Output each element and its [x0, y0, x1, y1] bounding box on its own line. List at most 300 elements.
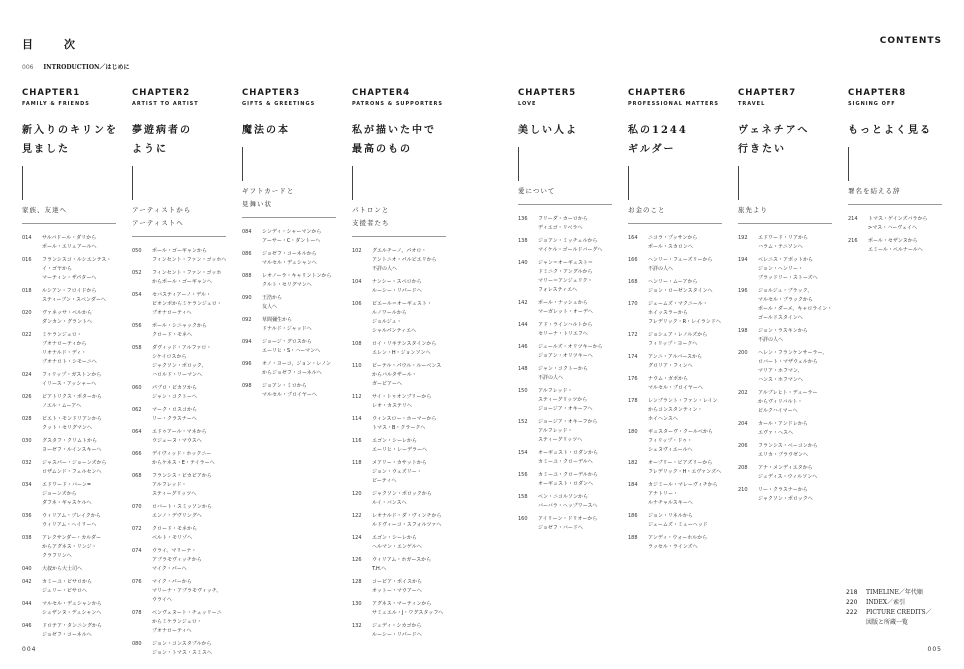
- chapter-theme: FAMILY & FRIENDS: [22, 101, 90, 107]
- folio-left: 004: [22, 646, 37, 653]
- letter-entry[interactable]: [22, 287, 126, 305]
- chapter-rule: [352, 236, 446, 237]
- letter-entry[interactable]: [518, 299, 622, 317]
- letter-entry[interactable]: [132, 269, 236, 287]
- page-number: 176: [628, 376, 638, 382]
- letter-title: ロバート・スミッソンから エンノ・デヴリングへ: [152, 504, 212, 519]
- page-number: 196: [738, 288, 748, 294]
- page-number: 028: [22, 416, 32, 422]
- page-number: 094: [242, 339, 252, 345]
- letter-entry[interactable]: [132, 322, 236, 340]
- chapter-number: CHAPTER3: [242, 88, 301, 98]
- letter-entry[interactable]: [518, 237, 622, 255]
- chapter-number: CHAPTER8: [848, 88, 907, 98]
- letter-title: ロイ・リキテンスタインから エレン・H・ジョンソンへ: [372, 341, 437, 356]
- page-number: 222: [846, 609, 858, 616]
- letter-entry[interactable]: [132, 578, 236, 605]
- letter-title: カジミール・マレーヴィチから アナトリー・ ルナチャルスキーへ: [648, 482, 718, 506]
- letter-entry[interactable]: [132, 291, 236, 318]
- letter-title: フィリップ・ガストンから イリース・アッシャーへ: [42, 372, 102, 387]
- chapter-theme: PROFESSIONAL MATTERS: [628, 101, 719, 107]
- letter-title: ポール・ゴーギャンから フィンセント・ファン・ゴッホへ: [152, 248, 227, 263]
- letter-title: オノ・ヨーコ、ジョン・レノン からジョゼフ・コーネルへ: [262, 361, 332, 376]
- page-number: 056: [132, 323, 142, 329]
- page-number: 032: [22, 460, 32, 466]
- chapter-column: [628, 88, 732, 556]
- letter-entry[interactable]: [628, 397, 732, 424]
- letter-entry[interactable]: [518, 449, 622, 467]
- letter-title: エゴン・シーレから ヘルマン・エンゲルへ: [372, 535, 422, 550]
- page-number: 110: [352, 363, 362, 369]
- chapter-theme: PATRONS & SUPPORTERS: [352, 101, 443, 107]
- letter-entry[interactable]: [738, 389, 842, 416]
- letter-entry[interactable]: [22, 600, 126, 618]
- page-number: 188: [628, 535, 638, 541]
- letter-title: アナ・メンディエタから ジュディス・ウィルソンへ: [758, 465, 818, 480]
- letter-title: カミーユ・ピサロから ジュリー・ピサロへ: [42, 579, 93, 594]
- intro-label: INTRODUCTION／はじめに: [43, 64, 130, 71]
- page-number: 168: [628, 279, 638, 285]
- page-number: 086: [242, 251, 252, 257]
- letter-title: ベン・ニコルソンから バーバラ・ヘップワースへ: [538, 494, 598, 509]
- page-number: 130: [352, 601, 362, 607]
- page-number: 058: [132, 345, 142, 351]
- chapter-subtitle: 愛について: [518, 187, 556, 195]
- page-number: 138: [518, 238, 528, 244]
- letter-entry[interactable]: [628, 512, 732, 530]
- letter-title: ジャスパー・ジョーンズから ロザムンド・フェルセンへ: [42, 460, 107, 475]
- page-number: 156: [518, 472, 528, 478]
- letter-entry[interactable]: [132, 450, 236, 468]
- letter-entry[interactable]: [352, 393, 456, 411]
- letter-title: ジョルジュ・ブラック、 マルセル・ブラックから ポール・ダーメ、キャロライン・ ゴールドスタインへ: [758, 288, 833, 321]
- letter-title: ジャン＝オーギュスト＝ ドミニク・アングルから マリー＝アンジェリク・ フォレスティエへ: [538, 260, 593, 293]
- letter-entry[interactable]: [22, 393, 126, 411]
- letter-title: トマス・ゲインズバラから >マス・ハーヴェイへ: [868, 216, 928, 231]
- letter-entry[interactable]: [132, 344, 236, 380]
- letter-title: ジョアン・ミッチェルから マイケル・ゴールドバーグへ: [538, 238, 603, 253]
- letter-entry[interactable]: [518, 365, 622, 383]
- chapter-subtitle: パトロンと 支援者たち: [352, 206, 390, 227]
- letter-entry[interactable]: [352, 490, 456, 508]
- page-number: 114: [352, 416, 362, 422]
- letter-title: セバスティアーノ・デル・ ピオンボからミケランジェロ・ ブオナローティへ: [152, 292, 222, 316]
- letter-title: レオノーラ・キャリントンから クルト・セリグマンへ: [262, 273, 332, 288]
- page-number: 158: [518, 494, 528, 500]
- letter-title: ピエト・モンドリアンから クット・セリグマンへ: [42, 416, 102, 431]
- page-number: 216: [848, 238, 858, 244]
- letter-title: フランシス・ベーコンから エリカ・ブラウゼンへ: [758, 443, 818, 458]
- page-number: 030: [22, 438, 32, 444]
- letter-entry[interactable]: [628, 375, 732, 393]
- page-number: 172: [628, 332, 638, 338]
- page-number: 018: [22, 288, 32, 294]
- letter-entry[interactable]: [22, 331, 126, 367]
- letter-entry[interactable]: [132, 472, 236, 499]
- letter-title: ダヴィッド・アルファロ・ シケイロスから ジャクソン・ポロック、 ハロルド・リーマンへ: [152, 345, 212, 378]
- page-number: 146: [518, 344, 528, 350]
- letter-entry[interactable]: [352, 247, 456, 274]
- letter-entry[interactable]: [738, 234, 842, 252]
- page-number: 014: [22, 235, 32, 241]
- letter-title: ギュスターヴ・クールベから フィリップ・ドゥ・ シェヌヴィエールへ: [648, 429, 713, 453]
- letter-title: フィンセント・ファン・ゴッホ からポール・ゴーギャンへ: [152, 270, 222, 285]
- page-number: 182: [628, 460, 638, 466]
- page-number: 124: [352, 535, 362, 541]
- letter-title: ベレニス・アボットから ジョン・ヘンリー・ ブラッドリー・ストーズへ: [758, 257, 818, 281]
- letter-entry[interactable]: [628, 459, 732, 477]
- page-title: 目 次: [22, 38, 85, 51]
- page-number: 126: [352, 557, 362, 563]
- letter-title: ポール・セザンヌから エミール・ベルナールへ: [868, 238, 923, 253]
- page-number: 036: [22, 513, 32, 519]
- chapter-subtitle: 旅先より: [738, 206, 768, 214]
- letter-title: クロード・モネから ベルト・モリゾへ: [152, 526, 198, 541]
- letter-title: サイ・トゥオンブリーから レオ・カステリへ: [372, 394, 432, 409]
- page-number: 106: [352, 301, 362, 307]
- letter-entry[interactable]: [738, 442, 842, 460]
- letter-entry[interactable]: [132, 428, 236, 446]
- page-number: 062: [132, 407, 142, 413]
- letter-title: エドゥアール・マネから ウジェーヌ・マウスへ: [152, 429, 207, 444]
- letter-title: グスタフ・クリムトから ヨーゼフ・ルインスキーへ: [42, 438, 102, 453]
- chapter-number: CHAPTER1: [22, 88, 81, 98]
- letter-entry[interactable]: [22, 578, 126, 596]
- letter-title: レオナルド・ダ・ヴィンチから ルドヴィーコ・スフォルツァへ: [372, 513, 442, 528]
- page-number: 170: [628, 301, 638, 307]
- page-number: 016: [22, 257, 32, 263]
- letter-entry[interactable]: [22, 534, 126, 561]
- letter-title: ジョン・ラスキンから 不詳の人へ: [758, 328, 808, 343]
- chapter-divider-line: [242, 147, 243, 181]
- letter-title: グエルチーノ、パオロ・ アントニオ・パルビエリから 不詳の人へ: [372, 248, 437, 272]
- back-matter-label: INDEX／索引: [866, 599, 906, 606]
- page-number: 192: [738, 235, 748, 241]
- page-number: 194: [738, 257, 748, 263]
- chapter-divider-line: [738, 166, 739, 200]
- letter-entry[interactable]: [628, 534, 732, 552]
- letter-entry[interactable]: [352, 362, 456, 389]
- letter-title: サルバドール・ダリから ポール・エリュアールへ: [42, 235, 97, 250]
- chapter-divider-line: [848, 147, 849, 181]
- letter-entry[interactable]: [518, 493, 622, 511]
- letter-entry[interactable]: [132, 640, 236, 658]
- page-number: 076: [132, 579, 142, 585]
- chapter-rule: [628, 223, 722, 224]
- chapter-rule: [848, 204, 942, 205]
- chapter-column: [518, 88, 622, 537]
- letter-entry[interactable]: [22, 481, 126, 508]
- page-number: 104: [352, 279, 362, 285]
- letter-entry[interactable]: [352, 415, 456, 433]
- page-number: 214: [848, 216, 858, 222]
- letter-title: ビアトリクス・ポターから ノエル・ムーアへ: [42, 394, 102, 409]
- letter-title: ウライ、マリーナ・ アブラモヴィッチから マイク・パーへ: [152, 548, 202, 572]
- chapter-subtitle: 家族、友達へ: [22, 206, 67, 214]
- letter-entry[interactable]: [22, 256, 126, 283]
- letter-entry[interactable]: [242, 228, 346, 246]
- letter-title: アド・ラインハルトから セリーナ・トリエフへ: [538, 322, 593, 337]
- intro-entry[interactable]: [22, 62, 130, 71]
- letter-title: ピエール＝オーギュスト・ ルノワールから ジョルジュ・ シャルパンティエへ: [372, 301, 432, 334]
- letter-title: ヘンリー・ムーアから ジョン・ローゼンスタインへ: [648, 279, 713, 294]
- letter-entry[interactable]: [242, 294, 346, 312]
- letter-entry[interactable]: [848, 237, 952, 255]
- letter-title: ウィンスロー・ホーマーから トマス・B・クラークへ: [372, 416, 437, 431]
- letter-entry[interactable]: [352, 600, 456, 618]
- letter-title: リー・クラスナーから ジャクソン・ポロックへ: [758, 487, 813, 502]
- page-number: 210: [738, 487, 748, 493]
- page-number: 112: [352, 394, 362, 400]
- chapter-subtitle: アーティストから アーティストへ: [132, 206, 192, 227]
- page-number: 038: [22, 535, 32, 541]
- chapter-theme: TRAVEL: [738, 101, 766, 107]
- chapter-title: 夢遊病者の ように: [132, 125, 192, 155]
- letter-entry[interactable]: [352, 578, 456, 596]
- page-number: 060: [132, 385, 142, 391]
- page-number: 050: [132, 248, 142, 254]
- chapter-title: 私の1244 ギルダー: [628, 125, 688, 155]
- page-number: 026: [22, 394, 32, 400]
- letter-title: ミケランジェロ・ ブオナローティから リオナルド・ディ・ ブオナロト・シモーニへ: [42, 332, 97, 365]
- letter-entry[interactable]: [628, 278, 732, 296]
- letter-entry[interactable]: [628, 300, 732, 327]
- letter-entry[interactable]: [22, 437, 126, 455]
- page-number: 218: [846, 589, 858, 596]
- chapter-column: [848, 88, 952, 259]
- letter-entry[interactable]: [738, 349, 842, 385]
- letter-title: デイヴィッド・ホックニー からケネス・E・テイラーへ: [152, 451, 215, 466]
- chapter-number: CHAPTER7: [738, 88, 797, 98]
- letter-title: ジェームズ・マクニール・ ホイッスラーから フレデリック・R・レイランドへ: [648, 301, 721, 325]
- chapter-title: 魔法の本: [242, 125, 290, 136]
- page-number: 140: [518, 260, 528, 266]
- letter-title: ルシアン・フロイドから スティーブン・スペンダーへ: [42, 288, 106, 303]
- page-number: 020: [22, 310, 32, 316]
- letter-entry[interactable]: [738, 464, 842, 482]
- letter-entry[interactable]: [738, 256, 842, 283]
- letter-entry[interactable]: [518, 343, 622, 361]
- page-number: 200: [738, 350, 748, 356]
- letter-entry[interactable]: [738, 287, 842, 323]
- letter-entry[interactable]: [352, 534, 456, 552]
- letter-title: ポール・シニャックから クロード・モネへ: [152, 323, 207, 338]
- letter-entry[interactable]: [22, 415, 126, 433]
- letter-entry[interactable]: [242, 382, 346, 400]
- letter-title: ジュールズ・オリツキーから ジョアン・オリツキーへ: [538, 344, 603, 359]
- page-number: 084: [242, 229, 252, 235]
- page-number: 116: [352, 438, 362, 444]
- chapter-title: 美しい人よ: [518, 125, 578, 136]
- letter-title: 大叔から大士司へ: [42, 566, 83, 572]
- page-number: 022: [22, 332, 32, 338]
- page-number: 034: [22, 482, 32, 488]
- chapter-rule: [738, 223, 832, 224]
- back-matter-item[interactable]: [846, 598, 932, 608]
- letter-entry[interactable]: [132, 503, 236, 521]
- page-number: 066: [132, 451, 142, 457]
- page-number: 044: [22, 601, 32, 607]
- letter-title: マルセル・デュシャンから シュザンヌ・デュシャンへ: [42, 601, 102, 616]
- letter-entry[interactable]: [628, 481, 732, 508]
- page-number: 108: [352, 341, 362, 347]
- letter-title: ジョアン・ミロから マルセル・ブロイヤーへ: [262, 383, 317, 398]
- chapter-divider-line: [628, 166, 629, 200]
- chapter-column: [242, 88, 346, 404]
- letter-entry[interactable]: [738, 327, 842, 345]
- letter-entry[interactable]: [132, 609, 236, 636]
- letter-entry[interactable]: [518, 215, 622, 233]
- letter-entry[interactable]: [132, 247, 236, 265]
- letter-title: ポール・ナッシュから マーガレット・オーデへ: [538, 300, 593, 315]
- letter-entry[interactable]: [738, 486, 842, 504]
- page-number: 132: [352, 623, 362, 629]
- page-number: 074: [132, 548, 142, 554]
- letter-title: ジョン・リネルから ジェームズ・ミューヘッド: [648, 513, 708, 528]
- letter-entry[interactable]: [518, 471, 622, 489]
- letter-title: ジャクソン・ポロックから ルイ・バンスへ: [372, 491, 432, 506]
- letter-entry[interactable]: [242, 360, 346, 378]
- letter-entry[interactable]: [132, 525, 236, 543]
- back-matter-item[interactable]: [846, 608, 932, 628]
- chapter-theme: GIFTS & GREETINGS: [242, 101, 316, 107]
- letter-title: ジョゼフ・コーネルから マルセル・デュシャンへ: [262, 251, 317, 266]
- page-number: 166: [628, 257, 638, 263]
- letter-title: オーブリー・ビアズリーから フレデリック・H・エヴァンズへ: [648, 460, 722, 475]
- letter-entry[interactable]: [22, 234, 126, 252]
- folio-right: 005: [927, 646, 942, 653]
- page-number: 154: [518, 450, 528, 456]
- letter-title: アグネス・マーティンから サミュエル・J・ワグスタッフへ: [372, 601, 444, 616]
- letter-title: フリーダ・カーロから ディエゴ・リベラへ: [538, 216, 588, 231]
- letter-title: レンブラント・ファン・レイン からコンスタンティン・ ホイヘンスへ: [648, 398, 718, 422]
- page-number: 046: [22, 623, 32, 629]
- letter-entry[interactable]: [22, 565, 126, 574]
- letter-title: エドワード・リアから ハラム・テニソンへ: [758, 235, 809, 250]
- page-number: 090: [242, 295, 252, 301]
- page-number: 072: [132, 526, 142, 532]
- letter-title: ナンシー・スペロから ルーシー・リパードへ: [372, 279, 422, 294]
- page-number: 148: [518, 366, 528, 372]
- intro-page-number: 006: [22, 64, 34, 71]
- page-number: 202: [738, 390, 748, 396]
- letter-entry[interactable]: [352, 459, 456, 486]
- chapter-divider-line: [352, 166, 353, 200]
- page-number: 142: [518, 300, 528, 306]
- page-number: 102: [352, 248, 362, 254]
- letter-title: フランシス・ピカビアから アルフレッド・ スティーグリッツへ: [152, 473, 212, 497]
- letter-entry[interactable]: [22, 512, 126, 530]
- letter-entry[interactable]: [352, 622, 456, 640]
- letter-entry[interactable]: [132, 547, 236, 574]
- back-matter-label: TIMELINE／年代順: [866, 589, 923, 596]
- letter-entry[interactable]: [132, 406, 236, 424]
- letter-entry[interactable]: [738, 420, 842, 438]
- page-number: 174: [628, 354, 638, 360]
- chapter-divider-line: [22, 166, 23, 200]
- letter-entry[interactable]: [352, 340, 456, 358]
- letter-entry[interactable]: [628, 234, 732, 252]
- letter-entry[interactable]: [628, 256, 732, 274]
- page-number: 128: [352, 579, 362, 585]
- chapter-rule: [242, 217, 336, 218]
- letter-title: 草間彌生から ドナルド・ジャッドへ: [262, 317, 312, 332]
- page-number: 068: [132, 473, 142, 479]
- letter-entry[interactable]: [132, 384, 236, 402]
- letter-title: シンディ・シャーマンから アーサー・C・ダントーへ: [262, 229, 322, 244]
- chapter-column: [352, 88, 456, 644]
- page-number: 096: [242, 361, 252, 367]
- letter-title: ナウム・ガボから マルセル・ブロイヤーへ: [648, 376, 703, 391]
- letter-entry[interactable]: [518, 259, 622, 295]
- page-number: 198: [738, 328, 748, 334]
- page-title-en: CONTENTS: [879, 36, 942, 46]
- page-number: 088: [242, 273, 252, 279]
- letter-entry[interactable]: [352, 300, 456, 336]
- letter-title: アイリーン・ドリオーから ジョゼフ・バードへ: [538, 516, 598, 531]
- letter-entry[interactable]: [628, 428, 732, 455]
- letter-entry[interactable]: [518, 387, 622, 414]
- chapter-rule: [132, 236, 226, 237]
- page-number: 042: [22, 579, 32, 585]
- letter-entry[interactable]: [22, 371, 126, 389]
- letter-entry[interactable]: [352, 512, 456, 530]
- chapter-theme: LOVE: [518, 101, 537, 107]
- page-number: 070: [132, 504, 142, 510]
- letter-entry[interactable]: [518, 321, 622, 339]
- back-matter-item[interactable]: [846, 588, 932, 598]
- letter-title: アレクサンダー・カルダー からアグネス・リンジ・ クラフリンへ: [42, 535, 102, 559]
- letter-entry[interactable]: [242, 338, 346, 356]
- letter-title: ジョージ・グロスから エーリヒ・S・ハーマンへ: [262, 339, 321, 354]
- letter-entry[interactable]: [242, 272, 346, 290]
- letter-entry[interactable]: [352, 278, 456, 296]
- page-number: 208: [738, 465, 748, 471]
- letter-entry[interactable]: [628, 331, 732, 349]
- chapter-theme: SIGNING OFF: [848, 101, 896, 107]
- letter-entry[interactable]: [518, 418, 622, 445]
- letter-entry[interactable]: [518, 515, 622, 533]
- letter-title: エドワード・バーン= ジョーンズから ダフネ・ギャスケルへ: [42, 482, 92, 506]
- letter-entry[interactable]: [242, 250, 346, 268]
- letter-entry[interactable]: [22, 459, 126, 477]
- letter-entry[interactable]: [628, 353, 732, 371]
- chapter-divider-line: [518, 147, 519, 181]
- letter-entry[interactable]: [848, 215, 952, 233]
- page-number: 186: [628, 513, 638, 519]
- page-number: 178: [628, 398, 638, 404]
- chapter-column: [738, 88, 842, 508]
- letter-entry[interactable]: [22, 622, 126, 640]
- letter-entry[interactable]: [22, 309, 126, 327]
- page-number: 078: [132, 610, 142, 616]
- letter-title: パブロ・ピカソから ジャン・コクトーへ: [152, 385, 198, 400]
- page-number: 080: [132, 641, 142, 647]
- letter-entry[interactable]: [352, 556, 456, 574]
- chapter-number: CHAPTER6: [628, 88, 687, 98]
- letter-entry[interactable]: [242, 316, 346, 334]
- letter-title: カール・アンドレから エヴァ・ヘスへ: [758, 421, 808, 436]
- letter-title: カミーユ・クローデルから オーギュスト・ロダンへ: [538, 472, 598, 487]
- chapter-title: もっとよく見る: [848, 125, 932, 136]
- page-number: 204: [738, 421, 748, 427]
- chapter-rule: [518, 204, 612, 205]
- letter-entry[interactable]: [352, 437, 456, 455]
- letter-title: メアリー・カサットから ジョン・ウェズリー・ ビーティへ: [372, 460, 427, 484]
- chapter-rule: [22, 223, 116, 224]
- letter-title: ジャン・コクトーから 不詳の人へ: [538, 366, 588, 381]
- page-number: 064: [132, 429, 142, 435]
